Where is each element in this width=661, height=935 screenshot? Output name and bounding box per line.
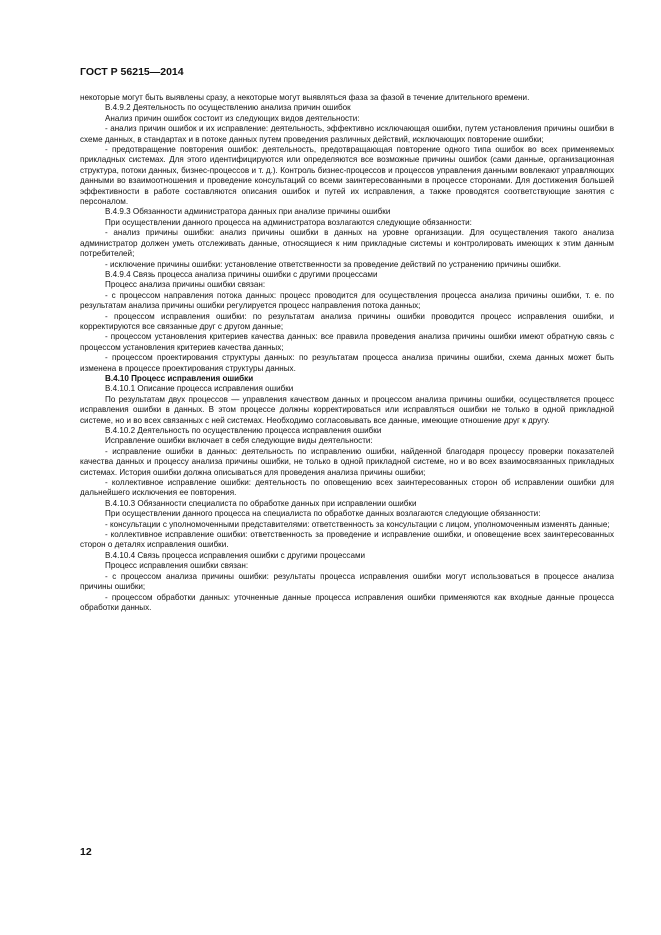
page-header-doc-code: ГОСТ Р 56215—2014	[80, 66, 184, 78]
list-item: - исправление ошибки в данных: деятельность по исправлению ошибки, найденной благодаря процессу проверки показателей качества данных и процессу анализа причины ошибки, не только в одной прикладной системе, но и во всех взаимосвязанных прикладных системах. История ошибки должна описываться для проведения анализа причины ошибки;	[80, 446, 614, 477]
list-item: - анализ причин ошибок и их исправление: деятельность, эффективно исключающая ошибки, путем установления причины ошибки в схеме данных, в стандартах и в потоке данных путем проведения различных действий, исключающих повторение ошибки;	[80, 124, 614, 144]
paragraph: По результатам двух процессов — управления качеством данных и процессом анализа причины ошибки, осуществляется процесс исправления ошибки в данных. В этом процессе должны корректироваться или исправляться ошибки не только в одной прикладной системе, но и во всех связанных с ней системах. Необходимо согласовывать все данные, имеющие отношение друг к другу.	[80, 394, 614, 425]
paragraph: При осуществлении данного процесса на администратора возлагаются следующие обязанности:	[105, 217, 472, 227]
list-item: - исключение причины ошибки: установление ответственности за проведение действий по устранению причины ошибки.	[105, 259, 561, 269]
subsection-heading: В.4.10.1 Описание процесса исправления ошибки	[105, 384, 294, 394]
section-heading: В.4.10 Процесс исправления ошибки	[105, 373, 254, 383]
list-item: - процессом обработки данных: уточненные данные процесса исправления ошибки применяются как входные данные процесса обработки данных.	[80, 592, 614, 612]
paragraph: При осуществлении данного процесса на специалиста по обработке данных возлагаются следующие обязанности:	[105, 509, 541, 519]
list-item: - коллективное исправление ошибки: ответственность за проведение и исправление ошибки, и оповещение всех заинтересованных сторон о деталях исправления ошибки.	[80, 530, 614, 550]
list-item: - процессом установления критериев качества данных: все правила проведения анализа причины ошибки имеют обратную связь с процессом установления критериев качества данных;	[80, 332, 614, 352]
subsection-heading: В.4.10.2 Деятельность по осуществлению процесса исправления ошибки	[105, 426, 382, 435]
list-item: - консультации с уполномоченными представителями: ответственность за консультации с лицом, уполномоченным изменять данные;	[105, 519, 610, 529]
list-item: - процессом проектирования структуры данных: по результатам процесса анализа причины ошибки, схема данных может быть изменена в процессе проектирования структуры данных.	[80, 353, 614, 373]
paragraph: Процесс анализа причины ошибки связан:	[105, 280, 266, 290]
list-item: - с процессом направления потока данных: процесс проводится для осуществления процесса анализа причины ошибки, т. е. по результатам анализа причины ошибки регулируется процесс направления потока данных;	[80, 290, 614, 311]
list-item: - коллективное исправление ошибки: деятельность по оповещению всех заинтересованных сторон об исправлении ошибки для дальнейшего исключения ее повторения.	[80, 478, 614, 498]
paragraph: Процесс исправления ошибки связан:	[105, 561, 249, 571]
subsection-heading: В.4.10.3 Обязанности специалиста по обработке данных при исправлении ошибки	[105, 498, 417, 508]
subsection-heading: В.4.9.2 Деятельность по осуществлению анализа причин ошибок	[105, 103, 351, 113]
page-number: 12	[80, 846, 92, 858]
list-item: - анализ причины ошибки: анализ причины ошибки в данных на уровне организации. Для осуществления такого анализа администратор должен уметь отслеживать данные, относящиеся к ним прикладные системы и контролировать имеющих к этим данным потребителей;	[80, 228, 614, 259]
list-item: - процессом исправления ошибки: по результатам анализа причины ошибки проводится процесс исправления ошибки, и корректируются все связанные друг с другом данные;	[80, 311, 614, 331]
list-item: - с процессом анализа причины ошибки: результаты процесса исправления ошибки могут использоваться в процессе анализа причины ошибки;	[80, 571, 614, 592]
paragraph: некоторые могут быть выявлены сразу, а некоторые могут выявляться фаза за фазой в течение длительного времени.	[80, 93, 530, 102]
paragraph: Анализ причин ошибок состоит из следующих видов деятельности:	[105, 113, 360, 123]
subsection-heading: В.4.9.4 Связь процесса анализа причины ошибки с другими процессами	[105, 269, 378, 279]
document-body	[80, 93, 614, 613]
list-item: - предотвращение повторения ошибок: деятельность, предотвращающая повторение одного типа ошибок во всех применяемых прикладных системах. Для этого идентифицируются или определяются все возможные причины ошибок (сами данные, организационная структура, потоки данных, бизнес-процессов и т. д.). Контроль бизнес-процессов и процессов управления данными вовлекают управляющих данными во взаимоотношения и проведение консультаций со всеми заинтересованными в процессе сторонами. Для достижения большей эффективности в работе составляются описания ошибок и путей их исправления, а также проводятся соответствующие занятия с персоналом.	[80, 145, 614, 207]
paragraph: Исправление ошибки включает в себя следующие виды деятельности:	[105, 436, 373, 446]
subsection-heading: В.4.10.4 Связь процесса исправления ошибки с другими процессами	[105, 550, 366, 560]
subsection-heading: В.4.9.3 Обязанности администратора данных при анализе причины ошибки	[105, 207, 391, 217]
